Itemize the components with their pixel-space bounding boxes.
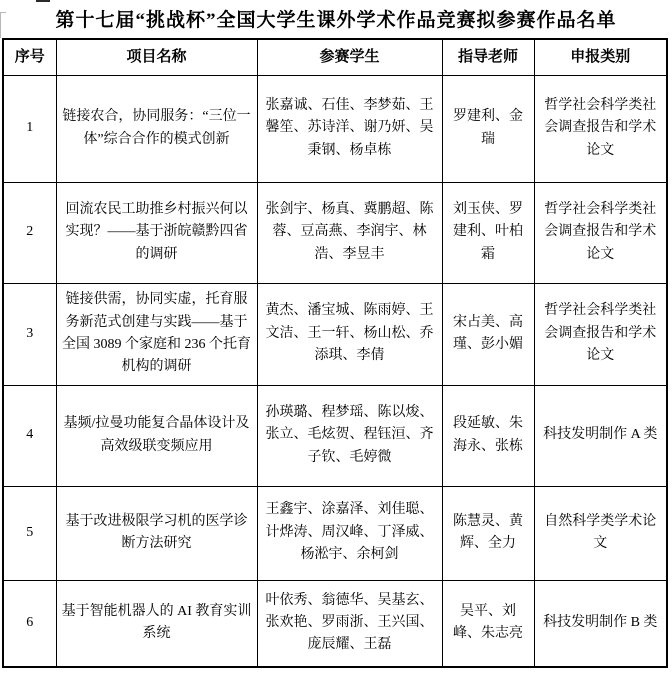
header-students: 参赛学生 bbox=[257, 39, 442, 75]
cell-project: 链接供需，协同实虚，托育服务新范式创建与实践——基于全国 3089 个家庭和 236 个托育机构的调研 bbox=[56, 283, 257, 385]
cell-advisors: 宋占美、高瑾、彭小媚 bbox=[442, 283, 534, 385]
cell-no: 3 bbox=[3, 283, 56, 385]
window-edge-artifact bbox=[36, 0, 50, 2]
header-no: 序号 bbox=[3, 39, 56, 75]
works-table bbox=[2, 38, 668, 668]
cell-no: 6 bbox=[3, 580, 56, 667]
cell-project: 链接农合，协同服务：“三位一体”综合合作的模式创新 bbox=[56, 75, 257, 182]
table-row bbox=[3, 385, 667, 486]
page-title: 第十七届“挑战杯”全国大学生课外学术作品竞赛拟参赛作品名单 bbox=[55, 10, 617, 31]
cell-students: 张剑宇、杨真、冀鹏超、陈蓉、豆高燕、李润宇、林浩、李昱丰 bbox=[257, 182, 442, 283]
cell-category: 哲学社会科学类社会调查报告和学术论文 bbox=[534, 182, 667, 283]
table-row bbox=[3, 182, 667, 283]
cell-category: 科技发明制作 A 类 bbox=[534, 385, 667, 486]
cell-students: 孙瑛璐、程梦瑶、陈以焌、张立、毛炫贺、程钰洹、齐子钦、毛婷微 bbox=[257, 385, 442, 486]
cell-project: 基于改进极限学习机的医学诊断方法研究 bbox=[56, 486, 257, 580]
cell-advisors: 刘玉侠、罗建利、叶柏霜 bbox=[442, 182, 534, 283]
cell-advisors: 段延敏、朱海永、张栋 bbox=[442, 385, 534, 486]
header-advisors: 指导老师 bbox=[442, 39, 534, 75]
table-row bbox=[3, 283, 667, 385]
cell-advisors: 陈慧灵、黄辉、全力 bbox=[442, 486, 534, 580]
cell-project: 回流农民工助推乡村振兴何以实现？——基于浙皖赣黔四省的调研 bbox=[56, 182, 257, 283]
cell-category: 哲学社会科学类社会调查报告和学术论文 bbox=[534, 283, 667, 385]
table-row bbox=[3, 75, 667, 182]
cell-category: 哲学社会科学类社会调查报告和学术论文 bbox=[534, 75, 667, 182]
cell-advisors: 罗建利、金瑞 bbox=[442, 75, 534, 182]
header-category: 申报类别 bbox=[534, 39, 667, 75]
table-header-row bbox=[3, 39, 667, 75]
cell-no: 1 bbox=[3, 75, 56, 182]
cell-no: 4 bbox=[3, 385, 56, 486]
cell-category: 科技发明制作 B 类 bbox=[534, 580, 667, 667]
table-row bbox=[3, 580, 667, 667]
cell-project: 基频/拉曼功能复合晶体设计及高效级联变频应用 bbox=[56, 385, 257, 486]
cell-students: 叶依秀、翁德华、吴基玄、张欢艳、罗雨浙、王兴国、庞辰耀、王磊 bbox=[257, 580, 442, 667]
cell-students: 黄杰、潘宝城、陈雨婷、王文洁、王一轩、杨山松、乔添琪、李倩 bbox=[257, 283, 442, 385]
cell-no: 5 bbox=[3, 486, 56, 580]
cell-students: 王鑫宇、涂嘉泽、刘佳聪、计烨涛、周汉峰、丁泽威、杨淞宇、余柯剑 bbox=[257, 486, 442, 580]
cell-students: 张嘉诚、石佳、李梦茹、王馨笙、苏诗洋、谢乃妍、吴秉钢、杨卓栋 bbox=[257, 75, 442, 182]
table-row bbox=[3, 486, 667, 580]
header-project: 项目名称 bbox=[56, 39, 257, 75]
cell-no: 2 bbox=[3, 182, 56, 283]
cell-advisors: 吴平、刘峰、朱志亮 bbox=[442, 580, 534, 667]
cell-category: 自然科学类学术论文 bbox=[534, 486, 667, 580]
cell-project: 基于智能机器人的 AI 教育实训系统 bbox=[56, 580, 257, 667]
